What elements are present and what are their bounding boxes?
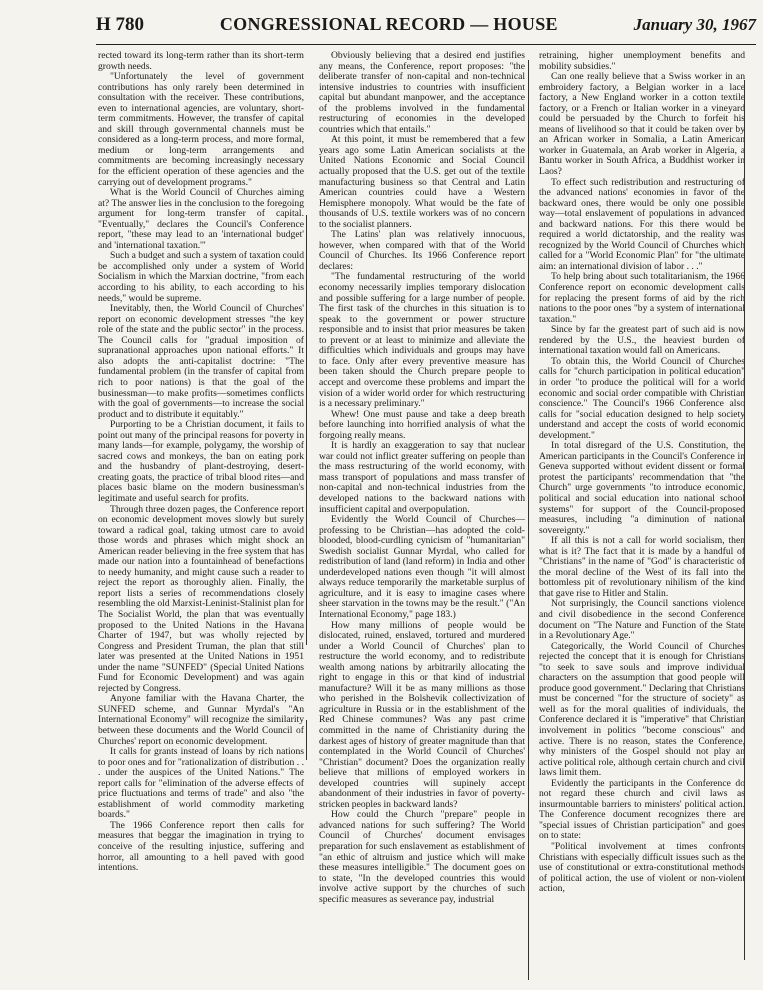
paragraph: Whew! One must pause and take a deep breath before launching into horrified analysis of what the forgoing really means.: [319, 408, 525, 441]
paragraph: The 1966 Conference report then calls for measures that beggar the imagination in trying to conceive of the resulting injustice, suffering and horror, all amounting to a hell paved with good intentions.: [98, 819, 304, 874]
margin-mark-line: [744, 80, 745, 960]
paragraph: How many millions of people would be dislocated, ruined, enslaved, tortured and murdered under a World Council of Churches' plan to restructure the world economy, and to redistribute wealth among nations by arbitrarily allocating the right to engage in this or that kind of industrial manufacture? Will it be as many millions as those who perished in the Bolshevik collectivization of agriculture in Russia or in the establishment of the Red Chinese communes? Was any past crime committed in the name of Christianity during the darkest ages of history of greater magnitude than that contemplated in the World Council of Churches' "Christian" document? Does the organization really believe that millions of employed workers in developed countries will supinely accept abandonment of their industries in favor of poverty-stricken peoples in backward lands?: [319, 619, 525, 810]
publication-title: CONGRESSIONAL RECORD — HOUSE: [219, 14, 558, 34]
paragraph: Such a budget and such a system of taxation could be accomplished only under a system of World Socialism in which the Marxian doctrine, "from each according to his ability, to each according to his needs," would be supreme.: [98, 250, 304, 304]
paragraph: Evidently the participants in the Conference do not regard these church and civil laws as insurmountable barriers to ministers' political action. The Conference document recognizes there are "special issues of Christian participation" and goes on to state:: [539, 777, 745, 842]
paragraph: At this point, it must be remembered that a few years ago some Latin American socialists at the United Nations Economic and Social Council actually proposed that the U.S. get out of the textile manufacturing business so that Central and Latin American countries could have a Western Hemisphere monopoly. What would be the fate of thousands of U.S. textile workers was of no concern to the socialist planners.: [319, 134, 525, 230]
paragraph: Through three dozen pages, the Conference report on economic development moves slowly but surely toward a radical goal, taking utmost care to avoid those words and phrases which might shock an American reader believing in the free system that has made our nation into a fountainhead of benefactions to needy humanity, and might cause such a reader to reject the report as thoroughly alien. Finally, the report lists a series of recommendations closely resembling the old Marxist-Leninist-Stalinist plan for The Socialist World, the plan that was eventually proposed to the United Nations in the Havana Charter of 1947, but was wholly rejected by Congress and President Truman, the plan that still later was presented at the United Nations in 1951 under the name "SUNFED" (Special United Nations Fund for Economic Development) and was again rejected by Congress.: [98, 503, 304, 694]
paragraph: Since by far the greatest part of such aid is now rendered by the U.S., the heaviest burden of international taxation would fall on Americans.: [539, 324, 745, 357]
paragraph: How could the Church "prepare" people in advanced nations for such suffering? The World Council of Churches' document envisages preparation for such enslavement as establishment of "an ethic of altruism and justice which will make these measures intelligible." The document goes on to state, "In the developed countries this would involve active support by the churches of such specific measures as severance pay, industrial: [319, 809, 525, 905]
paragraph: Inevitably, then, the World Council of Churches' report on economic development stresses "the key role of the state and the public sector" in the process. The Council calls for "gradual imposition of supranational approaches upon national efforts." It also adopts the anti-capitalist doctrine: "The fundamental problem (in the transfer of capital from rich to poor nations) is that the goal of the businessman—to make profits—sometimes conflicts with the goal of governments—to increase the social product and to distribute it equitably.": [98, 303, 304, 420]
paragraph: To help bring about such totalitarianism, the 1966 Conference report on economic development calls for replacing the present forms of aid by the rich nations to the poor ones "by a system of international taxation.": [539, 271, 745, 325]
margin-mark-line: [306, 720, 307, 760]
text-column-3: [539, 51, 745, 895]
page-number: H 780: [96, 14, 145, 35]
paragraph: In total disregard of the U.S. Constitution, the American participants in the Council's Conference in Geneva supported without evident dissent or formal protest the participants' recommendation that "the Church" urge governments "to introduce economic, political and social education into national school systems" for support of the Council-proposed measures, including "a diminution of national sovereignty.": [539, 440, 745, 536]
page-header: [96, 14, 756, 45]
paragraph: Not surprisingly, the Council sanctions violence and civil disobedience in the second Conference document on "The Nature and Function of the State in a Revolutionary Age.": [539, 598, 745, 642]
issue-date: January 30, 1967: [633, 15, 756, 34]
margin-mark-line: [528, 60, 529, 980]
paragraph: It calls for grants instead of loans by rich nations to poor ones and for "rationalization of distribution . . . under the auspices of the United Nations." The report calls for "elimination of the adverse effects of price fluctuations and terms of trade" and also "the establishment of world commodity marketing boards.": [98, 746, 304, 821]
margin-mark-line: [306, 215, 307, 645]
paragraph: Obviously believing that a desired end justifies any means, the Conference, report proposes: "the deliberate transfer of non-capital and non-technical intensive industries to countries with insufficient capital but abundant manpower, and the acceptance of the problems involved in the fundamental restructuring of economies in the developed countries which that entails.": [319, 50, 525, 135]
paragraph: "Unfortunately the level of government contributions has only rarely been determined in consultation with the receiver. These contributions, even to international agencies, are voluntary, short-term commitments. However, the transfer of capital and skill through governmental channels must be considered as a long-term process, and more formal, medium or long-term arrangements and commitments are becoming increasingly necessary for the efficient operation of these agencies and the carrying out of development programs.": [98, 71, 304, 188]
paragraph: The Latins' plan was relatively innocuous, however, when compared with that of the World Council of Churches. Its 1966 Conference report declares:: [319, 229, 525, 272]
paragraph: "The fundamental restructuring of the world economy necessarily implies temporary dislocation and possible suffering for a large number of people. The first task of the churches in this situation is to speak to the government or power structure responsible and to insist that prior measures be taken to prevent or at least to minimize and alleviate the difficulties which individuals and groups may have to face. Only after every preventive measure has been taken should the Church prepare people to accept and overcome these problems and impart the vision of a wider world order for which restructuring is a necessary preliminary.": [319, 271, 525, 410]
paragraph: Anyone familiar with the Havana Charter, the SUNFED scheme, and Gunnar Myrdal's "An International Economy" will recognize the similarity between these documents and the World Council of Churches' report on economic development.: [98, 693, 304, 747]
paragraph: rected toward its long-term rather than its short-term growth needs.: [98, 50, 304, 72]
paragraph: To effect such redistribution and restructuring of the advanced nations' economies in favor of the backward ones, there would be only one possible way—total enslavement of populations in advanced and backward nations. For this there would be required a world dictatorship, and the reality was recognized by the World Council of Churches which called for a "World Economic Plan" for "the ultimate aim: an international division of labor . . .": [539, 176, 745, 272]
paragraph: Categorically, the World Council of Churches rejected the concept that it is enough for Christians "to seek to save souls and improve individual characters on the assumption that good people will produce good government." Declaring that Christians must be concerned "for the structure of society" as well as for the moral qualities of individuals, the Conference declared it is "imperative" that Christian involvement in politics "become conscious" and active. There is no reason, states the Conference, why ministers of the Gospel should not play an active political role, although certain church and civil laws limit them.: [539, 640, 745, 779]
text-column-1: [98, 51, 304, 874]
paragraph: "Political involvement at times confronts Christians with especially difficult issues such as the use of constitutional or extra-constitutional methods of political action, the use of violent or non-violent action,: [539, 841, 745, 895]
paragraph: retraining, higher unemployment benefits and mobility subsidies.": [539, 50, 745, 72]
paragraph: It is hardly an exaggeration to say that nuclear war could not inflict greater suffering on people than the mass restructuring of the world economy, with mass transport of populations and mass transfer of non-capital and non-technical industries from the developed nations to the backward nations with insufficient capital and overpopulation.: [319, 440, 525, 515]
paragraph: Purporting to be a Christian document, it fails to point out many of the principal reasons for poverty in many lands—for example, polygamy, the worship of sacred cows and monkeys, the ban on eating pork and the husbandry of plant-destroying, desert-creating goats, the practice of tribal blood rites—and places basic blame on the modern businessman's legitimate and useful search for profits.: [98, 419, 304, 504]
paragraph: What is the World Council of Churches aiming at? The answer lies in the conclusion to the foregoing argument for long-term transfer of capital. "Eventually," declares the Council's Conference report, "these may lead to an 'international budget' and 'international taxation.'": [98, 187, 304, 251]
paragraph: If all this is not a call for world socialism, then what is it? The fact that it is made by a handful of "Christians" in the name of "God" is characteristic of the moral decline of the West of its fall into the bottomless pit of revolutionary nihilism of the kind that gave rise to Hitler and Stalin.: [539, 535, 745, 599]
paragraph: Evidently the World Council of Churches—professing to be Christian—has adopted the cold-blooded, blood-curdling cynicism of "humanitarian" Swedish socialist Gunnar Myrdal, who called for redistribution of land (land reform) in India and other underdeveloped nations even though "it will almost always reduce temporarily the marketable surplus of agriculture, and it is easy to imagine cases where sheer starvation in the towns may be the result." ("An International Economy," page 183.): [319, 514, 525, 620]
text-column-2: [319, 51, 525, 905]
paragraph: To obtain this, the World Council of Churches calls for "church participation in political education" in order "to produce the political will for a world economic and social order compatible with Christian conscience." The Council's 1966 Conference also calls for "social education designed to help society understand and accept the costs of world economic development.": [539, 355, 745, 441]
paragraph: Can one really believe that a Swiss worker in an embroidery factory, a Belgian worker in a lace factory, a New England worker in a cotton textile factory, or a French or Italian worker in a vineyard could be persuaded by the Church to forfeit his means of livelihood so that it could be taken over by an African worker in Somalia, a Latin American worker in Guatemala, an Arab worker in Algeria, a Bantu worker in South Africa, a Buddhist worker in Laos?: [539, 71, 745, 178]
